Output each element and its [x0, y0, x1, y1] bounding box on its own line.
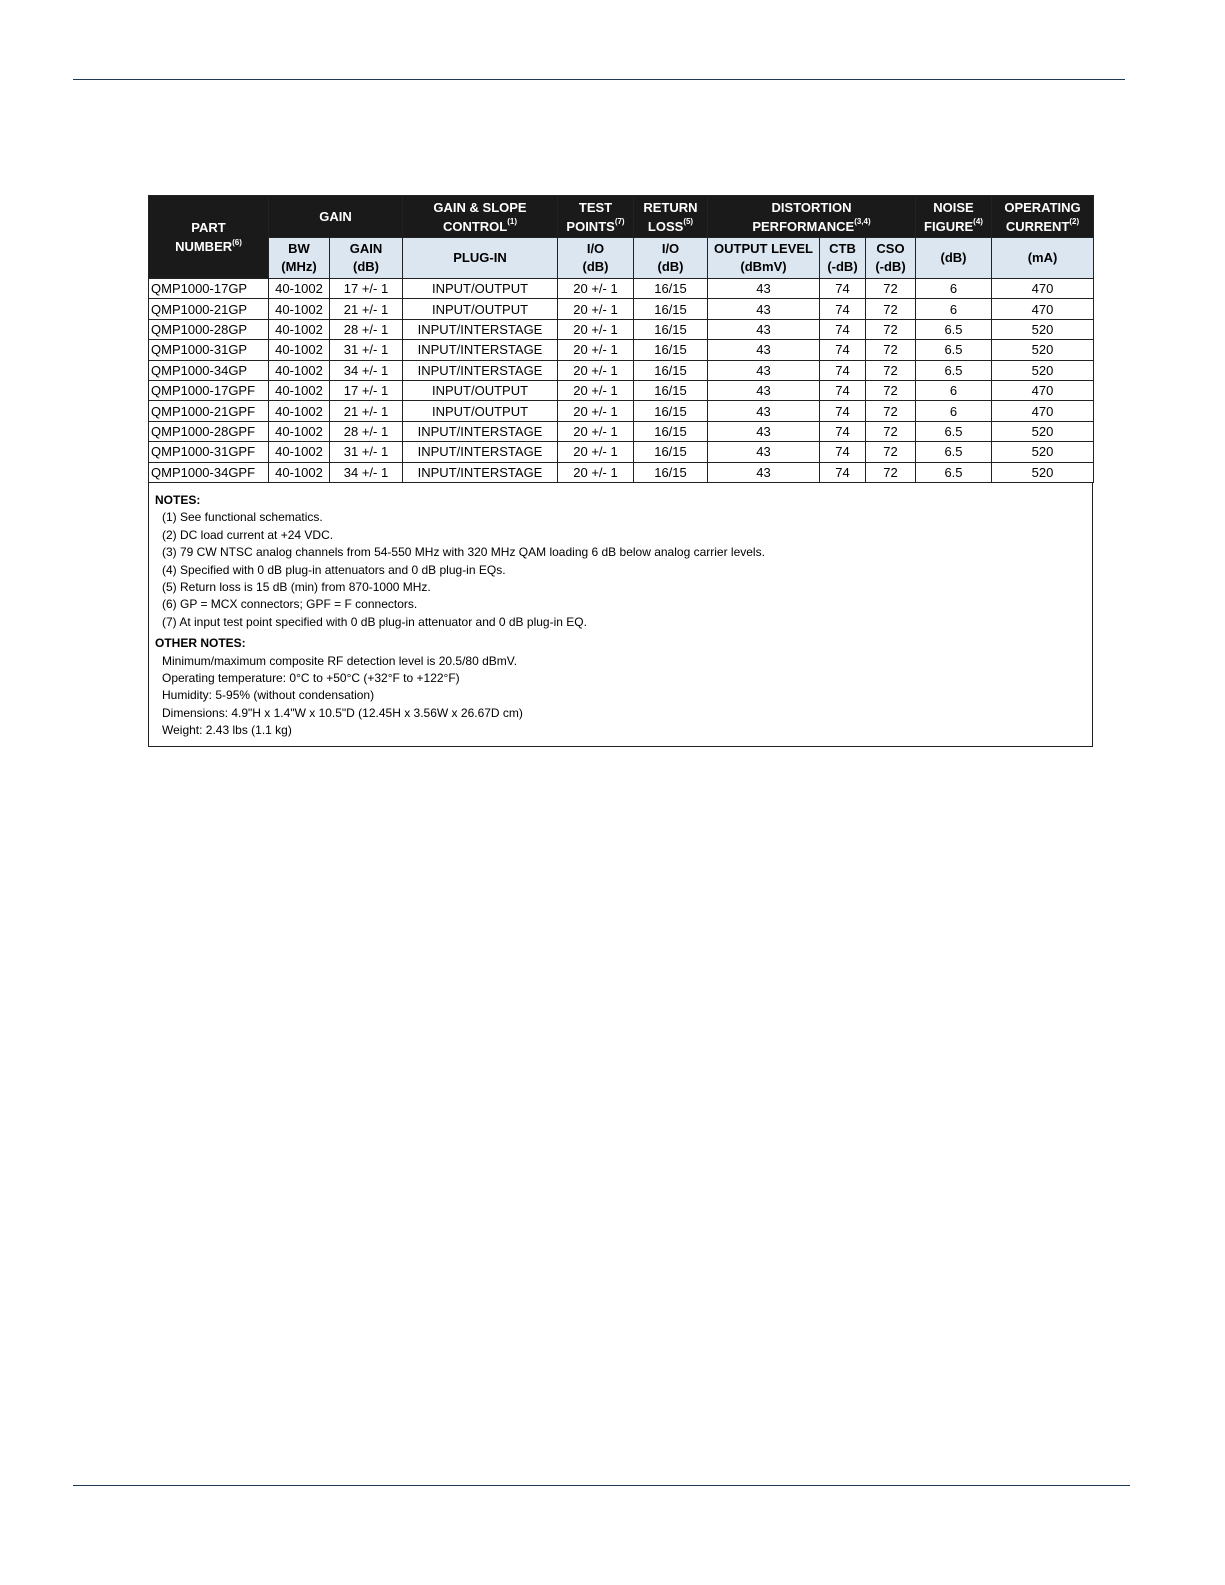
subheader-gain-line2: (dB)	[353, 259, 379, 274]
cell-test-points: 20 +/- 1	[558, 421, 634, 441]
subheader-test-io-line1: I/O	[586, 241, 605, 256]
header-test-points-line2: POINTS	[566, 218, 615, 234]
cell-ctb: 74	[820, 380, 866, 400]
cell-noise-figure: 6	[916, 401, 992, 421]
subheader-cso	[866, 238, 916, 279]
subheader-output-level	[708, 238, 820, 279]
table-row	[149, 319, 1094, 339]
cell-return-loss: 16/15	[634, 442, 708, 462]
header-operating-current-line2: CURRENT	[1005, 218, 1070, 234]
cell-output-level: 43	[708, 442, 820, 462]
subheader-return-io-line2: (dB)	[657, 259, 684, 274]
cell-output-level: 43	[708, 360, 820, 380]
cell-output-level: 43	[708, 299, 820, 319]
cell-plug-in: INPUT/OUTPUT	[403, 401, 558, 421]
cell-part-number: QMP1000-31GP	[149, 340, 269, 360]
cell-operating-current: 520	[992, 340, 1094, 360]
cell-plug-in: INPUT/OUTPUT	[403, 380, 558, 400]
cell-ctb: 74	[820, 279, 866, 299]
header-return-loss-line2: LOSS	[647, 218, 684, 234]
table-row	[149, 279, 1094, 299]
cell-operating-current: 470	[992, 279, 1094, 299]
cell-cso: 72	[866, 319, 916, 339]
cell-noise-figure: 6	[916, 279, 992, 299]
cell-operating-current: 520	[992, 360, 1094, 380]
cell-part-number: QMP1000-21GPF	[149, 401, 269, 421]
cell-test-points: 20 +/- 1	[558, 299, 634, 319]
header-return-loss	[634, 196, 708, 238]
subheader-output-level-line2: (dBmV)	[740, 259, 787, 274]
cell-return-loss: 16/15	[634, 360, 708, 380]
subheader-cso-line2: (-dB)	[875, 259, 906, 274]
table-row	[149, 299, 1094, 319]
cell-plug-in: INPUT/INTERSTAGE	[403, 360, 558, 380]
cell-return-loss: 16/15	[634, 299, 708, 319]
header-test-points	[558, 196, 634, 238]
note-item: (4) Specified with 0 dB plug-in attenuators and 0 dB plug-in EQs.	[162, 562, 506, 577]
cell-operating-current: 520	[992, 421, 1094, 441]
header-operating-current-line1: OPERATING	[1004, 199, 1081, 215]
subheader-ctb-line1: CTB	[829, 241, 856, 256]
cell-ctb: 74	[820, 462, 866, 482]
cell-part-number: QMP1000-28GP	[149, 319, 269, 339]
subheader-test-io	[558, 238, 634, 279]
cell-operating-current: 470	[992, 299, 1094, 319]
note-item: (3) 79 CW NTSC analog channels from 54-550 MHz with 320 MHz QAM loading 6 dB below analog carrier levels.	[162, 545, 765, 560]
cell-cso: 72	[866, 360, 916, 380]
header-distortion-line1: DISTORTION	[771, 199, 852, 215]
other-note-item: Minimum/maximum composite RF detection level is 20.5/80 dBmV.	[162, 653, 518, 668]
cell-ctb: 74	[820, 360, 866, 380]
cell-test-points: 20 +/- 1	[558, 360, 634, 380]
cell-gain: 34 +/- 1	[330, 462, 403, 482]
cell-noise-figure: 6	[916, 380, 992, 400]
note-item: (5) Return loss is 15 dB (min) from 870-1000 MHz.	[162, 579, 431, 594]
other-note-item: Weight: 2.43 lbs (1.1 kg)	[162, 723, 292, 738]
header-return-loss-sup: (5)	[683, 217, 694, 227]
cell-output-level: 43	[708, 340, 820, 360]
cell-noise-figure: 6.5	[916, 360, 992, 380]
cell-operating-current: 470	[992, 380, 1094, 400]
cell-plug-in: INPUT/INTERSTAGE	[403, 340, 558, 360]
subheader-current-ma-label: (mA)	[1027, 250, 1058, 265]
header-noise-figure-sup: (4)	[973, 217, 983, 227]
cell-gain: 17 +/- 1	[330, 380, 403, 400]
header-operating-current	[992, 196, 1094, 238]
header-distortion-sup: (3,4)	[854, 217, 871, 227]
cell-operating-current: 520	[992, 319, 1094, 339]
subheader-return-io	[634, 238, 708, 279]
cell-cso: 72	[866, 421, 916, 441]
cell-bw: 40-1002	[269, 360, 330, 380]
subheader-plug-in-label: PLUG-IN	[453, 250, 507, 265]
table-row	[149, 421, 1094, 441]
subheader-return-io-line1: I/O	[661, 241, 680, 256]
cell-noise-figure: 6.5	[916, 421, 992, 441]
cell-return-loss: 16/15	[634, 340, 708, 360]
cell-bw: 40-1002	[269, 462, 330, 482]
cell-gain: 31 +/- 1	[330, 340, 403, 360]
cell-return-loss: 16/15	[634, 462, 708, 482]
cell-cso: 72	[866, 279, 916, 299]
header-part-number-line2: NUMBER	[175, 239, 233, 254]
cell-gain: 21 +/- 1	[330, 299, 403, 319]
subheader-bw-line2: (MHz)	[281, 259, 317, 274]
header-gain	[269, 196, 403, 238]
cell-noise-figure: 6.5	[916, 462, 992, 482]
cell-gain: 28 +/- 1	[330, 319, 403, 339]
note-item: (6) GP = MCX connectors; GPF = F connectors.	[162, 597, 418, 612]
table-row	[149, 462, 1094, 482]
note-item: (1) See functional schematics.	[162, 510, 323, 525]
cell-cso: 72	[866, 299, 916, 319]
cell-operating-current: 470	[992, 401, 1094, 421]
cell-test-points: 20 +/- 1	[558, 279, 634, 299]
cell-ctb: 74	[820, 319, 866, 339]
cell-ctb: 74	[820, 442, 866, 462]
cell-plug-in: INPUT/INTERSTAGE	[403, 462, 558, 482]
subheader-cso-line1: CSO	[876, 241, 905, 256]
header-distortion-performance	[708, 196, 916, 238]
cell-return-loss: 16/15	[634, 421, 708, 441]
cell-bw: 40-1002	[269, 401, 330, 421]
header-gain-slope-line1: GAIN & SLOPE	[433, 199, 527, 215]
cell-part-number: QMP1000-31GPF	[149, 442, 269, 462]
cell-cso: 72	[866, 462, 916, 482]
subheader-test-io-line2: (dB)	[582, 259, 609, 274]
cell-output-level: 43	[708, 279, 820, 299]
cell-test-points: 20 +/- 1	[558, 442, 634, 462]
cell-plug-in: INPUT/INTERSTAGE	[403, 319, 558, 339]
notes-section	[148, 483, 1093, 747]
subheader-gain	[330, 238, 403, 279]
cell-test-points: 20 +/- 1	[558, 319, 634, 339]
subheader-ctb-line2: (-dB)	[827, 259, 858, 274]
other-note-item: Dimensions: 4.9"H x 1.4"W x 10.5"D (12.45H x 3.56W x 26.67D cm)	[162, 705, 523, 720]
specifications-table-container	[148, 195, 1093, 747]
cell-gain: 34 +/- 1	[330, 360, 403, 380]
header-gain-slope-control	[403, 196, 558, 238]
cell-part-number: QMP1000-28GPF	[149, 421, 269, 441]
subheader-noise-db-label: (dB)	[940, 250, 967, 265]
cell-return-loss: 16/15	[634, 319, 708, 339]
cell-bw: 40-1002	[269, 442, 330, 462]
header-gain-slope-line2: CONTROL	[442, 218, 508, 234]
cell-cso: 72	[866, 401, 916, 421]
cell-return-loss: 16/15	[634, 401, 708, 421]
notes-heading: NOTES:	[155, 492, 201, 507]
subheader-bw	[269, 238, 330, 279]
table-row	[149, 380, 1094, 400]
cell-noise-figure: 6.5	[916, 340, 992, 360]
footer-rule	[73, 1485, 1130, 1486]
cell-part-number: QMP1000-17GPF	[149, 380, 269, 400]
header-part-number-line1: PART	[191, 220, 226, 235]
specifications-table-body	[149, 279, 1094, 483]
cell-part-number: QMP1000-34GPF	[149, 462, 269, 482]
cell-part-number: QMP1000-17GP	[149, 279, 269, 299]
header-noise-figure	[916, 196, 992, 238]
cell-bw: 40-1002	[269, 319, 330, 339]
header-noise-figure-line1: NOISE	[933, 199, 974, 215]
header-test-points-sup: (7)	[614, 217, 625, 227]
header-noise-figure-line2: FIGURE	[924, 218, 974, 234]
cell-noise-figure: 6.5	[916, 319, 992, 339]
cell-output-level: 43	[708, 401, 820, 421]
cell-test-points: 20 +/- 1	[558, 401, 634, 421]
cell-operating-current: 520	[992, 462, 1094, 482]
cell-return-loss: 16/15	[634, 279, 708, 299]
cell-plug-in: INPUT/OUTPUT	[403, 299, 558, 319]
note-item: (2) DC load current at +24 VDC.	[162, 527, 334, 542]
cell-bw: 40-1002	[269, 380, 330, 400]
cell-gain: 21 +/- 1	[330, 401, 403, 421]
cell-test-points: 20 +/- 1	[558, 340, 634, 360]
cell-plug-in: INPUT/INTERSTAGE	[403, 442, 558, 462]
header-part-number-sup: (6)	[232, 237, 242, 247]
table-row	[149, 360, 1094, 380]
subheader-output-level-line1: OUTPUT LEVEL	[714, 241, 813, 256]
cell-ctb: 74	[820, 299, 866, 319]
cell-part-number: QMP1000-34GP	[149, 360, 269, 380]
cell-bw: 40-1002	[269, 421, 330, 441]
cell-bw: 40-1002	[269, 299, 330, 319]
subheader-plug-in	[403, 238, 558, 279]
cell-cso: 72	[866, 380, 916, 400]
cell-output-level: 43	[708, 462, 820, 482]
table-row	[149, 340, 1094, 360]
cell-plug-in: INPUT/OUTPUT	[403, 279, 558, 299]
table-row	[149, 442, 1094, 462]
other-note-item: Humidity: 5-95% (without condensation)	[162, 688, 375, 703]
cell-test-points: 20 +/- 1	[558, 380, 634, 400]
cell-gain: 17 +/- 1	[330, 279, 403, 299]
cell-ctb: 74	[820, 401, 866, 421]
subheader-noise-db	[916, 238, 992, 279]
cell-part-number: QMP1000-21GP	[149, 299, 269, 319]
header-gain-slope-sup: (1)	[507, 217, 518, 227]
header-part-number	[149, 196, 269, 279]
cell-operating-current: 520	[992, 442, 1094, 462]
cell-cso: 72	[866, 340, 916, 360]
cell-bw: 40-1002	[269, 340, 330, 360]
header-gain-label: GAIN	[319, 209, 352, 224]
cell-noise-figure: 6.5	[916, 442, 992, 462]
cell-return-loss: 16/15	[634, 380, 708, 400]
table-row	[149, 401, 1094, 421]
cell-output-level: 43	[708, 319, 820, 339]
header-distortion-line2: PERFORMANCE	[752, 218, 855, 234]
subheader-ctb	[820, 238, 866, 279]
header-return-loss-line1: RETURN	[643, 199, 698, 215]
other-note-item: Operating temperature: 0°C to +50°C (+32°F to +122°F)	[162, 670, 460, 685]
cell-ctb: 74	[820, 421, 866, 441]
cell-noise-figure: 6	[916, 299, 992, 319]
header-rule	[73, 79, 1125, 80]
header-test-points-line1: TEST	[578, 199, 613, 215]
subheader-current-ma	[992, 238, 1094, 279]
cell-cso: 72	[866, 442, 916, 462]
cell-ctb: 74	[820, 340, 866, 360]
cell-gain: 31 +/- 1	[330, 442, 403, 462]
cell-bw: 40-1002	[269, 279, 330, 299]
subheader-bw-line1: BW	[288, 241, 310, 256]
header-operating-current-sup: (2)	[1069, 217, 1080, 227]
cell-output-level: 43	[708, 421, 820, 441]
cell-output-level: 43	[708, 380, 820, 400]
cell-plug-in: INPUT/INTERSTAGE	[403, 421, 558, 441]
cell-gain: 28 +/- 1	[330, 421, 403, 441]
specifications-table	[148, 195, 1094, 483]
subheader-gain-line1: GAIN	[349, 241, 383, 256]
note-item: (7) At input test point specified with 0 dB plug-in attenuator and 0 dB plug-in EQ.	[162, 614, 587, 629]
cell-test-points: 20 +/- 1	[558, 462, 634, 482]
other-notes-heading: OTHER NOTES:	[155, 636, 246, 651]
